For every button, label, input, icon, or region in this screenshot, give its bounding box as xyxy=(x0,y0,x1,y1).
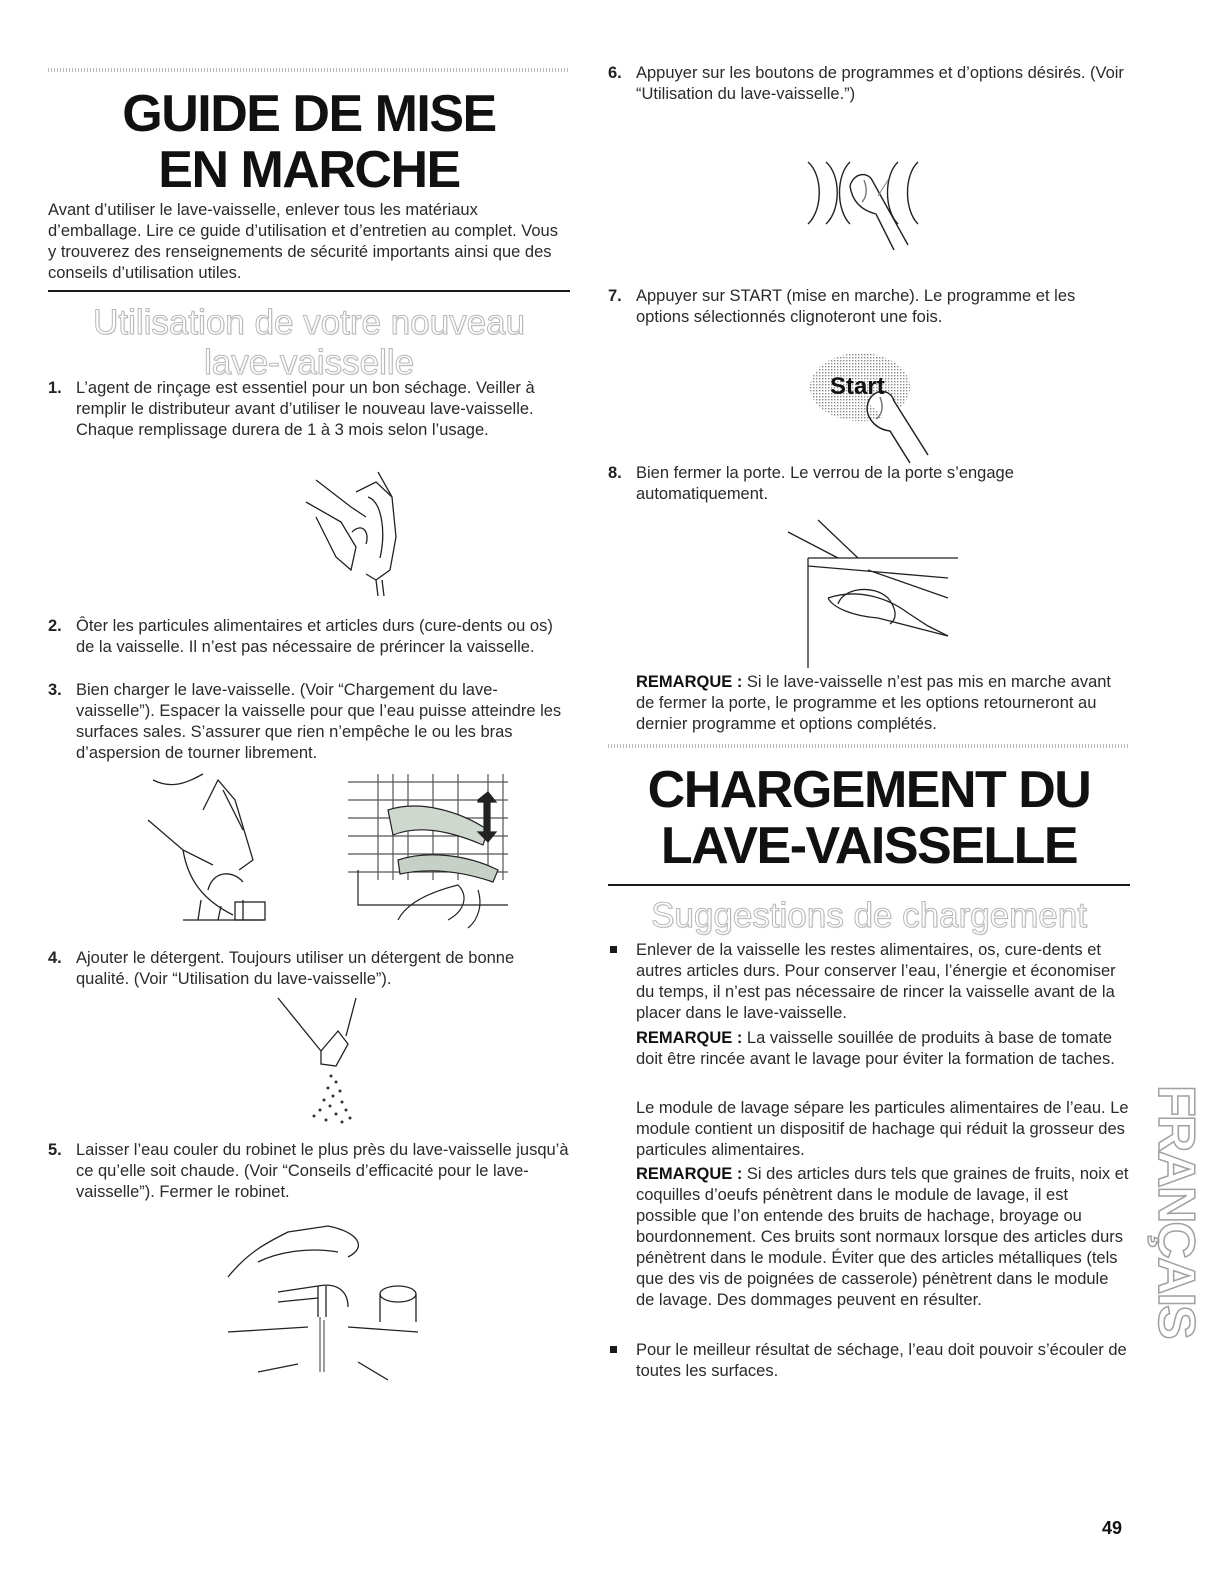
bullet-text: Pour le meilleur résultat de séchage, l’eau doit pouvoir s’écouler de toutes les surfaces. xyxy=(636,1341,1127,1380)
start-button-label: Start xyxy=(830,373,885,400)
step-number: 5. xyxy=(48,1141,62,1159)
step-text: L’agent de rinçage est essentiel pour un bon séchage. Veiller à remplir le distributeur avant d’utiliser le nouveau lave-vaisselle. Chaque remplissage durera de 1 à 3 mois selon l’usage. xyxy=(76,379,535,439)
note-1 xyxy=(636,672,1130,735)
note-text: La vaisselle souillée de produits à base de tomate doit être rincée avant le lavage pour éviter la formation de taches. xyxy=(636,1029,1115,1068)
step-4 xyxy=(48,948,570,990)
note-label: REMARQUE : xyxy=(636,1165,743,1183)
step-number: 4. xyxy=(48,949,62,967)
start-button-illustration xyxy=(798,345,938,465)
bullet-square-icon xyxy=(610,1346,617,1353)
step-1 xyxy=(48,378,570,441)
section-rule xyxy=(48,290,570,292)
bullet-square-icon xyxy=(610,946,617,953)
intro-paragraph: Avant d’utiliser le lave-vaisselle, enlever tous les matériaux d’emballage. Lire ce guide d’utilisation et d’entretien au complet. Vous y trouverez des renseignements de sécurité importants ainsi que des conseils d’utilisation utiles. xyxy=(48,201,558,282)
note-3 xyxy=(636,1164,1130,1311)
step-text: Laisser l’eau couler du robinet le plus près du lave-vaisselle jusqu’à ce qu’elle soit chaude. (Voir “Conseils d’efficacité pour le lave-vaisselle”). Fermer le robinet. xyxy=(76,1141,569,1201)
decorative-hatch-bar xyxy=(608,744,1130,748)
step-number: 6. xyxy=(608,64,622,82)
step-number: 7. xyxy=(608,287,622,305)
step-text: Bien fermer la porte. Le verrou de la porte s’engage automatiquement. xyxy=(636,464,1014,503)
module-paragraph: Le module de lavage sépare les particules alimentaires de l’eau. Le module contient un dispositif de hachage qui réduit la grosseur des particules alimentaires. xyxy=(636,1099,1129,1159)
step-7 xyxy=(608,286,1130,328)
step-text: Appuyer sur START (mise en marche). Le programme et les options sélectionnés clignoteront une fois. xyxy=(636,287,1076,326)
detergent-illustration xyxy=(276,996,386,1126)
step-number: 8. xyxy=(608,464,622,482)
step-text: Bien charger le lave-vaisselle. (Voir “Chargement du lave-vaisselle”). Espacer la vaisselle pour que l’eau puisse atteindre les surfaces sales. S’assurer que rien n’empêche le ou les bras d’aspersion de tourner librement. xyxy=(76,681,562,762)
note-text: Si le lave-vaisselle n’est pas mis en marche avant de fermer la porte, le programme et les options retourneront au dernier programme et options complétés. xyxy=(636,673,1112,733)
note-text: Si des articles durs tels que graines de fruits, noix et coquilles d’oeufs pénètrent dans le module de lavage, il est possible que l’on entende des bruits de hachage, broyage ou bourdonnement. Ces bruits sont normaux lorsque des articles durs pénètrent dans le module. Éviter que des articles métalliques (tels que des vis de poignées de casserole) pénètrent dans le module de lavage. Des dommages peuvent en résulter. xyxy=(636,1165,1129,1309)
page-title-line2: EN MARCHE xyxy=(158,141,460,199)
page-title-line1: GUIDE DE MISE xyxy=(122,85,496,143)
note-label: REMARQUE : xyxy=(636,673,743,691)
program-buttons-illustration xyxy=(788,150,938,260)
loading-title-line1: CHARGEMENT DU xyxy=(647,761,1091,819)
section-title-loading: Suggestions de chargement xyxy=(651,896,1087,935)
side-tab-language: FRANÇAIS xyxy=(1147,1085,1205,1338)
step-2 xyxy=(48,616,570,658)
faucet-illustration xyxy=(218,1222,458,1382)
note-label: REMARQUE : xyxy=(636,1029,743,1047)
step-text: Ôter les particules alimentaires et articles durs (cure-dents ou os) de la vaisselle. Il n’est pas nécessaire de prérincer la vaisselle. xyxy=(76,617,553,656)
step-5 xyxy=(48,1140,570,1203)
section-title-line1: Utilisation de votre nouveau xyxy=(93,303,525,342)
section-rule xyxy=(608,884,1130,886)
step-number: 2. xyxy=(48,617,62,635)
dishwasher-rack-illustration xyxy=(338,770,518,930)
step-8 xyxy=(608,463,1130,505)
page-title xyxy=(48,86,570,198)
decorative-hatch-bar xyxy=(48,68,570,72)
step-text: Ajouter le détergent. Toujours utiliser un détergent de bonne qualité. (Voir “Utilisation du lave-vaisselle”). xyxy=(76,949,515,988)
rinse-aid-illustration xyxy=(296,462,416,612)
step-number: 3. xyxy=(48,681,62,699)
door-closing-illustration xyxy=(778,518,958,668)
section-title-usage xyxy=(48,303,570,383)
loading-title xyxy=(608,762,1130,874)
step-3 xyxy=(48,680,570,764)
note-2 xyxy=(636,1028,1130,1070)
bullet-2 xyxy=(608,1340,1130,1382)
bullet-text: Enlever de la vaisselle les restes alimentaires, os, cure-dents et autres articles durs. Pour conserver l’eau, l’énergie et économiser du temps, il n’est pas nécessaire de rincer la vaisselle avant de la placer dans le lave-vaisselle. xyxy=(636,941,1116,1022)
scraping-dishes-illustration xyxy=(143,770,273,930)
step-6 xyxy=(608,63,1130,105)
loading-title-line2: LAVE-VAISSELLE xyxy=(660,817,1078,875)
section-title-line2: lave-vaisselle xyxy=(203,343,415,382)
bullet-1 xyxy=(608,940,1130,1024)
step-text: Appuyer sur les boutons de programmes et d’options désirés. (Voir “Utilisation du lave-vaisselle.”) xyxy=(636,64,1124,103)
page-number: 49 xyxy=(1102,1518,1123,1538)
step-number: 1. xyxy=(48,379,62,397)
